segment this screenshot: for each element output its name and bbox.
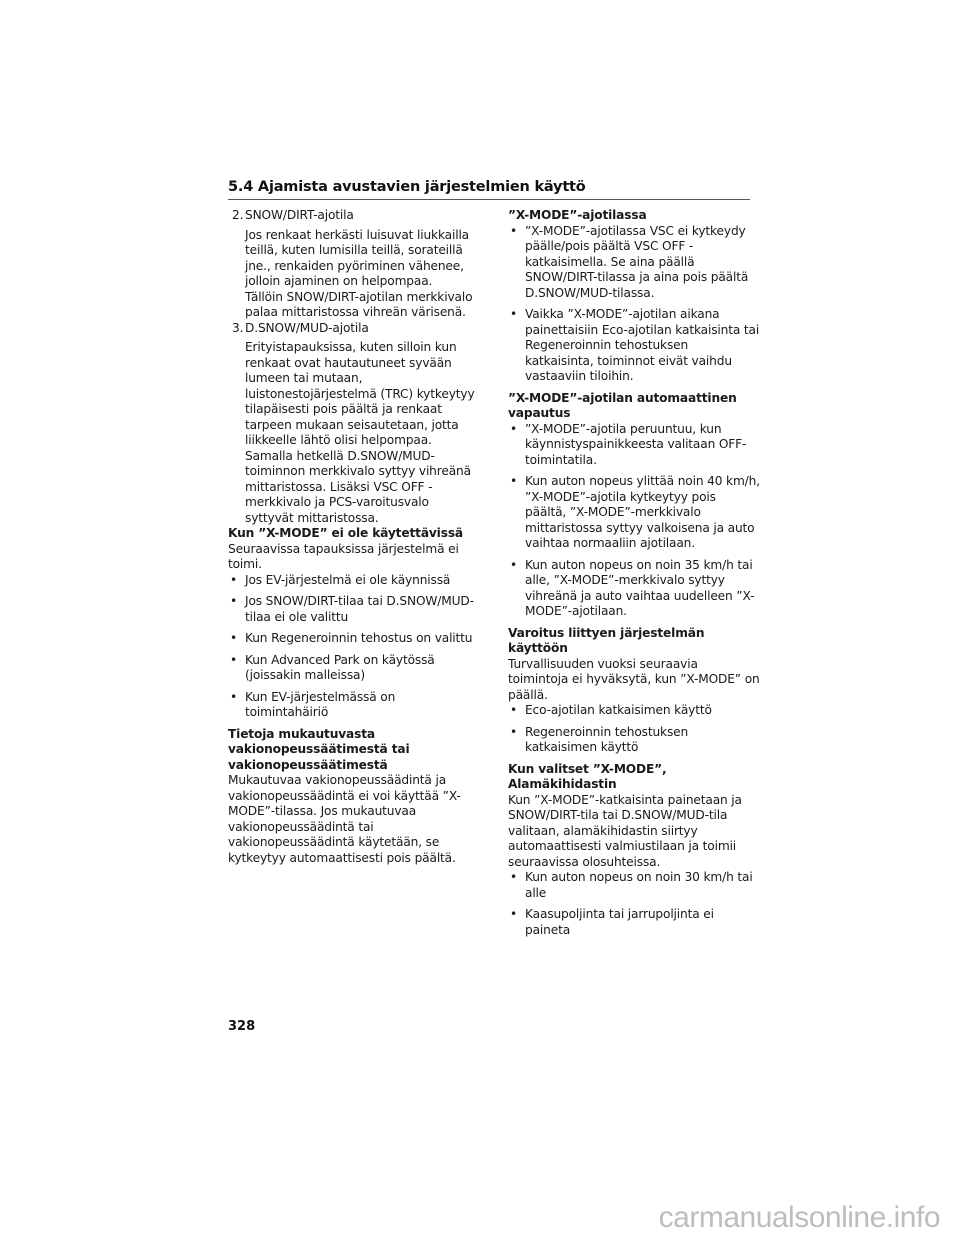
bullet-icon: • [230, 594, 238, 608]
paragraph: Turvallisuuden vuoksi seuraavia toimintoja ei hyväksytä, kun ”X-MODE” on päällä. [508, 656, 760, 702]
bullet-icon: • [230, 572, 238, 587]
bullet-icon: • [230, 689, 238, 704]
paragraph: Mukautuvaa vakionopeussäädintä ja vakionopeussäädintä ei voi käyttää ”X-MODE”-tilassa. Jos mukautuvaa vakionopeussäädintä tai vakionopeussäädintä käytetään, se kytkeytyy automaattisesti pois päältä. [228, 773, 461, 865]
subheading: Varoitus liittyen järjestelmän käyttöön [508, 625, 705, 655]
list-item-text: Jos EV-järjestelmä ei ole käynnissä [245, 572, 451, 587]
list-item-text: Kun EV-järjestelmässä on toimintahäiriö [245, 689, 396, 719]
watermark: carmanualsonline.info [658, 1201, 940, 1234]
list-item [508, 703, 760, 719]
list-item [228, 653, 480, 684]
list-item [508, 558, 760, 620]
list-item-text: Jos SNOW/DIRT-tilaa tai D.SNOW/MUD-tilaa ei ole valittu [245, 594, 474, 624]
list-item-text: Kun auton nopeus on noin 30 km/h tai alle [525, 870, 753, 900]
bullet-icon: • [510, 474, 518, 488]
bullet-icon: • [230, 631, 238, 645]
item-title: SNOW/DIRT-ajotila [245, 208, 354, 222]
list-item [508, 870, 760, 901]
bullet-icon: • [510, 223, 518, 238]
right-column [508, 208, 760, 944]
paragraph: Seuraavissa tapauksissa järjestelmä ei toimi. [228, 541, 459, 571]
list-item-text: ”X-MODE”-ajotila peruuntuu, kun käynnistyspainikkeesta valitaan OFF-toimintatila. [525, 421, 747, 467]
list-item-text: Regeneroinnin tehostuksen katkaisimen käyttö [525, 724, 689, 754]
numbered-item-2 [228, 208, 480, 224]
bullet-icon: • [510, 724, 518, 739]
numbered-item-3 [228, 321, 480, 337]
item-paragraph: Tällöin SNOW/DIRT-ajotilan merkkivalo palaa mittaristossa vihreän värisenä. [245, 289, 473, 319]
subheading: ”X-MODE”-ajotilan automaattinen vapautus [508, 390, 737, 420]
subheading: ”X-MODE”-ajotilassa [508, 208, 647, 222]
left-column [228, 208, 480, 866]
list-item [508, 474, 760, 552]
bullet-icon: • [510, 421, 518, 436]
header-divider [228, 199, 750, 200]
list-item-text: Kun Regeneroinnin tehostus on valittu [245, 631, 473, 645]
bullet-icon: • [230, 652, 238, 667]
list-item-text: Kun auton nopeus on noin 35 km/h tai alle, ”X-MODE”-merkkivalo syttyy vihreänä ja auto vaihtaa uudelleen ”X-MODE”-ajotilaan. [525, 557, 755, 618]
list-item [508, 422, 760, 469]
subheading: Kun ”X-MODE” ei ole käytettävissä [228, 526, 463, 540]
item-number: 2. [232, 208, 244, 222]
bullet-icon: • [510, 557, 518, 572]
bullet-icon: • [510, 907, 518, 921]
bullet-icon: • [510, 307, 518, 321]
subheading: Tietoja mukautuvasta vakionopeussäätimestä tai vakionopeussäätimestä [228, 726, 410, 772]
list-item [228, 573, 480, 589]
bullet-icon: • [510, 703, 518, 717]
list-item [508, 224, 760, 302]
list-item-text: Vaikka ”X-MODE”-ajotilan aikana painettaisiin Eco-ajotilan katkaisinta tai Regeneroinnin tehostuksen katkaisinta, toiminnot eivät vaihdu vastaaviin tiloihin. [525, 307, 760, 383]
bullet-icon: • [510, 870, 518, 884]
list-item-text: Kaasupoljinta tai jarrupoljinta ei paineta [525, 907, 714, 937]
list-item [508, 307, 760, 385]
list-item [228, 594, 480, 625]
item-number: 3. [232, 320, 244, 335]
item-paragraph: Samalla hetkellä D.SNOW/MUD-toiminnon merkkivalo syttyy vihreänä mittaristossa. Lisäksi VSC OFF -merkkivalo ja PCS-varoitusvalo syttyvät mittaristossa. [245, 448, 471, 525]
item-title: D.SNOW/MUD-ajotila [245, 320, 369, 335]
list-item-text: Eco-ajotilan katkaisimen käyttö [525, 703, 712, 717]
page-number: 328 [228, 1019, 256, 1034]
list-item [228, 690, 480, 721]
list-item [508, 725, 760, 756]
item-paragraph: Erityistapauksissa, kuten silloin kun renkaat ovat hautautuneet syvään lumeen tai mutaan, luistonestojärjestelmä (TRC) kytkeytyy tilapäisesti pois päältä ja renkaat tarpeen mukaan seisautetaan, jotta liikkeelle lähtö olisi helpompaa. [245, 340, 475, 447]
list-item [508, 907, 760, 938]
section-title: 5.4 Ajamista avustavien järjestelmien käyttö [228, 179, 586, 195]
paragraph: Kun ”X-MODE”-katkaisinta painetaan ja SNOW/DIRT-tila tai D.SNOW/MUD-tila valitaan, alamäkihidastin siirtyy automaattisesti valmiustilaan ja toimii seuraavissa olosuhteissa. [508, 792, 742, 869]
subheading: Kun valitset ”X-MODE”, Alamäkihidastin [508, 761, 667, 791]
list-item [228, 631, 480, 647]
list-item-text: Kun auton nopeus ylittää noin 40 km/h, ”X-MODE”-ajotila kytkeytyy pois päältä, ”X-MODE”-merkkivalo mittaristossa syttyy valkoisena ja auto vaihtaa normaaliin ajotilaan. [525, 474, 760, 550]
list-item-text: ”X-MODE”-ajotilassa VSC ei kytkeydy päälle/pois päältä VSC OFF -katkaisimella. Se aina päällä SNOW/DIRT-tilassa ja aina pois päältä D.SNOW/MUD-tilassa. [525, 223, 749, 300]
item-paragraph: Jos renkaat herkästi luisuvat liukkailla teillä, kuten lumisilla teillä, sorateillä jne., renkaiden pyöriminen vähenee, jolloin ajaminen on helpompaa. [245, 227, 470, 288]
list-item-text: Kun Advanced Park on käytössä (joissakin malleissa) [245, 652, 435, 682]
